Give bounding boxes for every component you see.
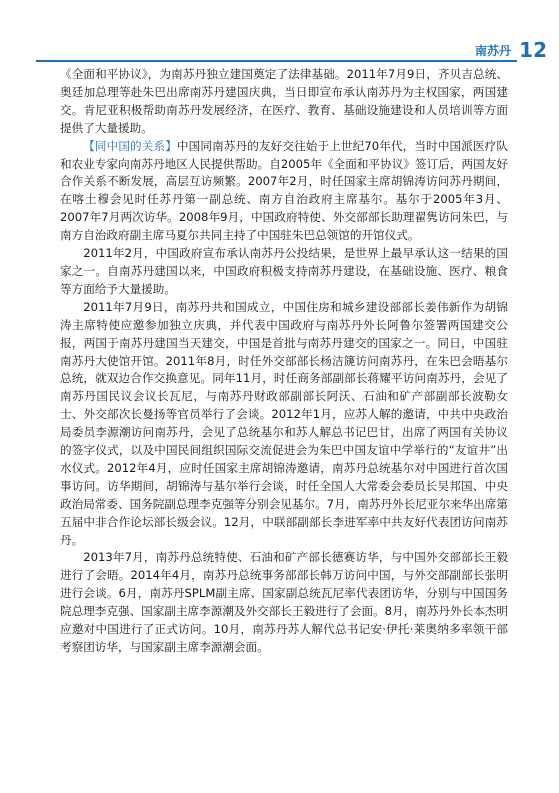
paragraph-2: [60, 138, 508, 245]
paragraph-1: 《全面和平协议》，为南苏丹独立建国奠定了法律基础。2011年7月9日，齐贝吉总统、奥廷加总理等赴朱巴出席南苏丹建国庆典，当日即宣布承认南苏丹为主权国家，两国建交。肯尼亚积极帮助南苏丹发展经济，在医疗、教育、基础设施建设和人员培训等方面提供了大量援助。: [60, 67, 508, 135]
section-heading-china-relations: 【同中国的关系】: [83, 138, 177, 153]
paragraph-2-text: 中国同南苏丹的友好交往始于上世纪70年代，当时中国派医疗队和农业专家向南苏丹地区人民提供帮助。自2005年《全面和平协议》签订后，两国友好合作关系不断发展，高层互访频繁。2007年2月，时任国家主席胡锦涛访问苏丹期间，在喀土穆会见时任苏丹第一副总统、南方自治政府主席基尔。基尔于2005年3月、2007年7月两次访华。2008年9月，中国政府特使、外交部部长助理翟隽访问朱巴，与南方自治政府副主席马夏尔共同主持了中国驻朱巴总领馆的开馆仪式。: [60, 138, 508, 243]
header-divider: [36, 60, 517, 62]
article-body: [60, 66, 508, 657]
page-number: 12: [519, 38, 547, 62]
paragraph-3: 2011年2月，中国政府宣布承认南苏丹公投结果，是世界上最早承认这一结果的国家之一。自南苏丹建国以来，中国政府积极支持南苏丹建设，在基础设施、医疗、粮食等方面给予大量援助。: [60, 246, 508, 296]
paragraph-5: 2013年7月，南苏丹总统特使、石油和矿产部长德赛访华，与中国外交部部长王毅进行了会晤。2014年4月，南苏丹总统事务部部长韩万访问中国，与外交部副部长张明进行会谈。6月，南苏丹SPLM副主席、国家副总统瓦尼率代表团访华，分别与中国国务院总理李克强、国家副主席李源潮及外交部长王毅进行了会面。8月，南苏丹外长本杰明应邀对中国进行了正式访问。10月，南苏丹苏人解代总书记安·伊托·莱奥纳多率领干部考察团访华，与国家副主席李源潮会面。: [60, 550, 508, 654]
section-title: 南苏丹: [474, 44, 511, 58]
paragraph-4: 2011年7月9日，南苏丹共和国成立，中国住房和城乡建设部部长姜伟新作为胡锦涛主席特使应邀参加独立庆典，并代表中国政府与南苏丹外长阿鲁尔签署两国建交公报，两国于南苏丹建国当天建交，中国是首批与南苏丹建交的国家之一。同日，中国驻南苏丹大使馆开馆。2011年8月，时任外交部部长杨洁篪访问南苏丹，在朱巴会晤基尔总统，就双边合作交换意见。同年11月，时任商务部副部长蒋耀平访问南苏丹，会见了南苏丹国民议会议长瓦尼，与南苏丹财政部副部长阿沃、石油和矿产部副部长波勒女士、外交部次长曼扬等官员举行了会谈。2012年1月，应苏人解的邀请，中共中央政治局委员李源潮访问南苏丹，会见了总统基尔和苏人解总书记巴甘，出席了两国有关协议的签字仪式，以及中国民间组织国际交流促进会为朱巴中国友谊中学举行的“友谊井”出水仪式。2012年4月，应时任国家主席胡锦涛邀请，南苏丹总统基尔对中国进行首次国事访问。访华期间，胡锦涛与基尔举行会谈，时任全国人大常委会委员长吴邦国、中央政治局常委、国务院副总理李克强等分别会见基尔。7月，南苏丹外长尼亚尔来华出席第五届中非合作论坛部长级会议。12月，中联部副部长李进军率中共友好代表团访问南苏丹。: [60, 299, 508, 547]
